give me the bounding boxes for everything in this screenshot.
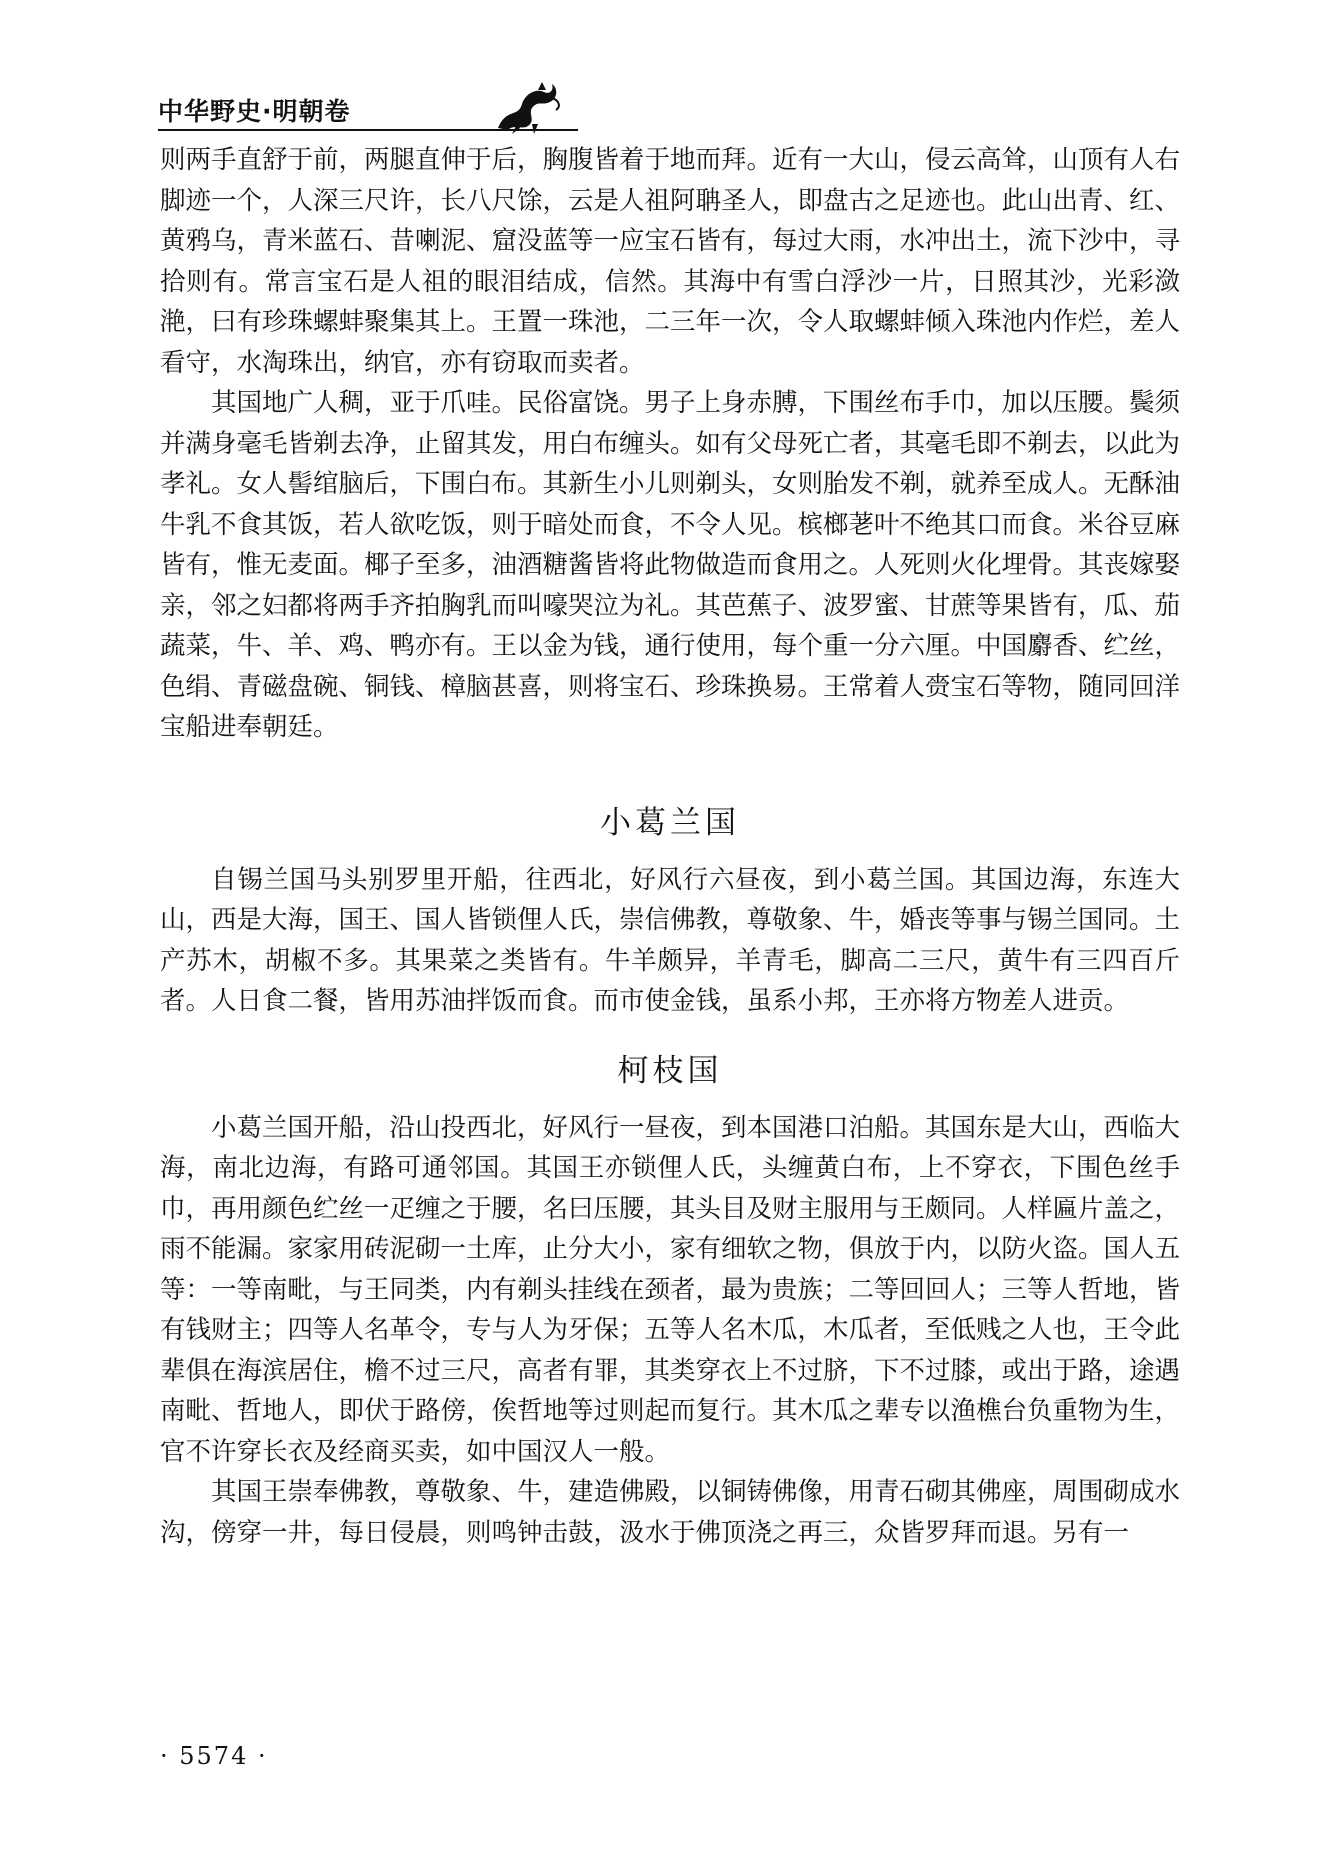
page-content xyxy=(160,140,1180,1553)
book-title: 中华野史·明朝卷 xyxy=(158,97,351,126)
paragraph: 小葛兰国开船，沿山投西北，好风行一昼夜，到本国港口泊船。其国东是大山，西临大海，南北边海，有路可通邻国。其国王亦锁俚人氏，头缠黄白布，上不穿衣，下围色丝手巾，再用颜色纻丝一疋缠之于腰，名曰压腰，其头目及财主服用与王颇同。人样匾片盖之，雨不能漏。家家用砖泥砌一土库，止分大小，家有细软之物，俱放于内，以防火盗。国人五等：一等南毗，与王同类，内有剃头挂线在颈者，最为贵族；二等回回人；三等人哲地，皆有钱财主；四等人名革令，专与人为牙保；五等人名木瓜，木瓜者，至低贱之人也，王令此辈俱在海滨居住，檐不过三尺，高者有罪，其类穿衣上不过脐，下不过膝，或出于路，途遇南毗、哲地人，即伏于路傍，俟哲地等过则起而复行。其木瓜之辈专以渔樵台负重物为生，官不许穿长衣及经商买卖，如中国汉人一般。 xyxy=(160,1112,1181,1467)
paragraph-continued: 则两手直舒于前，两腿直伸于后，胸腹皆着于地而拜。近有一大山，侵云高耸，山顶有人右脚迹一个，人深三尺许，长八尺馀，云是人祖阿聃圣人，即盘古之足迹也。此山出青、红、黄鸦乌，青米蓝石、昔喇泥、窟没蓝等一应宝石皆有，每过大雨，水冲出土，流下沙中，寻拾则有。常言宝石是人祖的眼泪结成，信然。其海中有雪白浮沙一片，日照其沙，光彩潋滟，曰有珍珠螺蚌聚集其上。王置一珠池，二三年一次，令人取螺蚌倾入珠池内作烂，差人看守，水淘珠出，纳官，亦有窃取而卖者。 xyxy=(160,145,1181,378)
section-title-kezhi: 柯枝国 xyxy=(617,1052,723,1089)
paragraph: 其国王崇奉佛教，尊敬象、牛，建造佛殿，以铜铸佛像，用青石砌其佛座，周围砌成水沟，傍穿一井，每日侵晨，则鸣钟击鼓，汲水于佛顶浇之再三，众皆罗拜而退。另有一 xyxy=(160,1477,1181,1548)
page-number: · 5574 · xyxy=(160,1742,268,1770)
paragraph: 自锡兰国马头别罗里开船，往西北，好风行六昼夜，到小葛兰国。其国边海，东连大山，西是大海，国王、国人皆锁俚人氏，崇信佛教，尊敬象、牛，婚丧等事与锡兰国同。土产苏木，胡椒不多。其果菜之类皆有。牛羊颇异，羊青毛，脚高二三尺，黄牛有三四百斤者。人日食二餐，皆用苏油拌饭而食。而市使金钱，虽系小邦，王亦将方物差人进贡。 xyxy=(160,864,1181,1016)
dragon-icon xyxy=(492,78,564,136)
paragraph: 其国地广人稠，亚于爪哇。民俗富饶。男子上身赤膊，下围丝布手巾，加以压腰。鬓须并满身毫毛皆剃去净，止留其发，用白布缠头。如有父母死亡者，其毫毛即不剃去，以此为孝礼。女人髻绾脑后，下围白布。其新生小儿则剃头，女则胎发不剃，就养至成人。无酥油牛乳不食其饭，若人欲吃饭，则于暗处而食，不令人见。槟榔荖叶不绝其口而食。米谷豆麻皆有，惟无麦面。椰子至多，油酒糖酱皆将此物做造而食用之。人死则火化埋骨。其丧嫁娶亲，邻之妇都将两手齐拍胸乳而叫嚎哭泣为礼。其芭蕉子、波罗蜜、甘蔗等果皆有，瓜、茄蔬菜，牛、羊、鸡、鸭亦有。王以金为钱，通行使用，每个重一分六厘。中国麝香、纻丝，色绢、青磁盘碗、铜钱、樟脑甚喜，则将宝石、珍珠换易。王常着人赍宝石等物，随同回洋宝船进奉朝廷。 xyxy=(160,388,1181,742)
section-title-xiaogelan: 小葛兰国 xyxy=(600,804,740,841)
